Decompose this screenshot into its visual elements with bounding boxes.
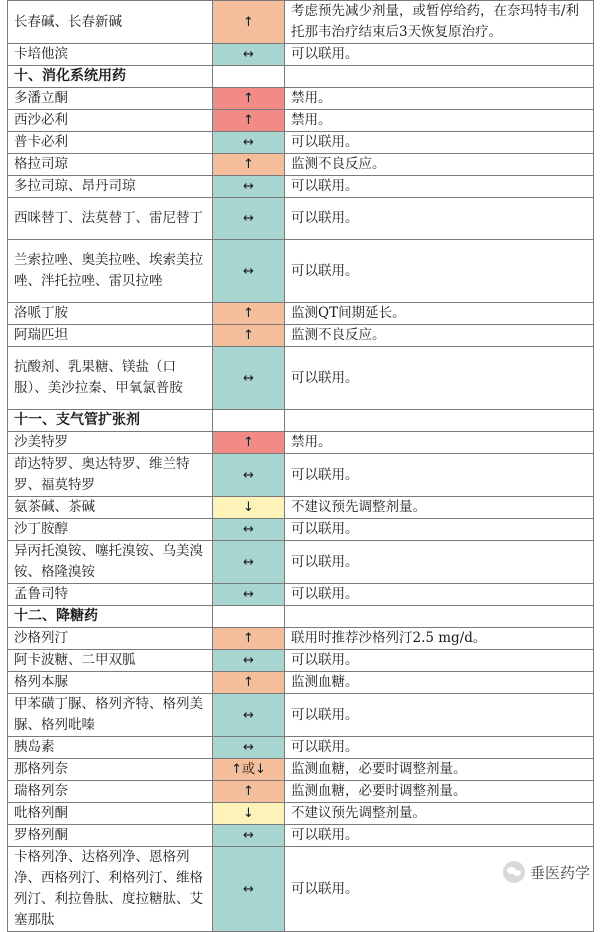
recommendation-cell: 禁用。 [285,88,594,110]
recommendation-cell: 监测不良反应。 [285,325,594,347]
recommendation-cell: 监测血糖，必要时调整剂量。 [285,759,594,781]
table-row [8,176,594,198]
table-row [8,303,594,325]
recommendation-cell: 可以联用。 [285,347,594,410]
recommendation-cell: 监测血糖。 [285,672,594,694]
table-row [8,803,594,825]
recommendation-cell: 可以联用。 [285,454,594,497]
table-row [8,672,594,694]
table-row [8,694,594,737]
recommendation-cell: 可以联用。 [285,847,594,932]
interaction-arrow-icon: ↑ [213,781,285,803]
interaction-arrow-icon: ↔ [213,198,285,240]
watermark-text: 垂医药学 [529,863,590,882]
table-row [8,240,594,303]
wechat-icon [503,861,525,883]
drug-name-cell: 兰索拉唑、奥美拉唑、埃索美拉唑、泮托拉唑、雷贝拉唑 [8,240,213,303]
recommendation-cell: 可以联用。 [285,176,594,198]
drug-name-cell: 吡格列酮 [8,803,213,825]
recommendation-cell: 可以联用。 [285,132,594,154]
interaction-arrow-icon: ↔ [213,132,285,154]
drug-name-cell: 卡培他滨 [8,44,213,66]
section-title: 十二、降糖药 [8,606,213,628]
interaction-arrow-icon: ↑ [213,1,285,44]
table-row [8,847,594,932]
interaction-arrow-icon: ↔ [213,825,285,847]
section-empty-cell [285,66,594,88]
table-row [8,541,594,584]
recommendation-cell: 联用时推荐沙格列汀2.5 mg/d。 [285,628,594,650]
drug-name-cell: 茚达特罗、奥达特罗、维兰特罗、福莫特罗 [8,454,213,497]
interaction-arrow-icon: ↔ [213,176,285,198]
table-row [8,628,594,650]
table-row [8,132,594,154]
drug-name-cell: 格列本脲 [8,672,213,694]
drug-name-cell: 普卡必利 [8,132,213,154]
interaction-arrow-icon: ↔ [213,44,285,66]
drug-name-cell: 甲苯磺丁脲、格列齐特、格列美脲、格列吡嗪 [8,694,213,737]
recommendation-cell: 监测不良反应。 [285,154,594,176]
drug-name-cell: 沙格列汀 [8,628,213,650]
table-row [8,347,594,410]
recommendation-cell: 可以联用。 [285,44,594,66]
drug-name-cell: 西沙必利 [8,110,213,132]
drug-name-cell: 阿卡波糖、二甲双胍 [8,650,213,672]
table-row [8,584,594,606]
interaction-arrow-icon: ↔ [213,541,285,584]
interaction-arrow-icon: ↑ [213,110,285,132]
recommendation-cell: 可以联用。 [285,650,594,672]
drug-name-cell: 格拉司琼 [8,154,213,176]
interaction-arrow-icon: ↓ [213,497,285,519]
recommendation-cell: 不建议预先调整剂量。 [285,497,594,519]
table-row [8,198,594,240]
drug-name-cell: 阿瑞匹坦 [8,325,213,347]
interaction-arrow-icon: ↔ [213,737,285,759]
section-empty-cell [213,66,285,88]
interaction-arrow-icon: ↑ [213,88,285,110]
interaction-arrow-icon: ↔ [213,694,285,737]
section-empty-cell [213,410,285,432]
recommendation-cell: 可以联用。 [285,737,594,759]
recommendation-cell: 可以联用。 [285,584,594,606]
drug-name-cell: 多潘立酮 [8,88,213,110]
interaction-arrow-icon: ↑或↓ [213,759,285,781]
drug-name-cell: 氨茶碱、茶碱 [8,497,213,519]
recommendation-cell: 监测血糖，必要时调整剂量。 [285,781,594,803]
table-row [8,432,594,454]
table-row [8,781,594,803]
drug-name-cell: 西咪替丁、法莫替丁、雷尼替丁 [8,198,213,240]
drug-name-cell: 罗格列酮 [8,825,213,847]
section-header-row [8,66,594,88]
recommendation-cell: 可以联用。 [285,825,594,847]
section-empty-cell [285,410,594,432]
recommendation-cell: 禁用。 [285,432,594,454]
interaction-arrow-icon: ↑ [213,628,285,650]
interaction-arrow-icon: ↔ [213,519,285,541]
recommendation-cell: 可以联用。 [285,694,594,737]
recommendation-cell: 监测QT间期延长。 [285,303,594,325]
drug-name-cell: 洛哌丁胺 [8,303,213,325]
interaction-arrow-icon: ↔ [213,584,285,606]
table-row [8,519,594,541]
drug-name-cell: 沙美特罗 [8,432,213,454]
drug-name-cell: 长春碱、长春新碱 [8,1,213,44]
interaction-arrow-icon: ↑ [213,325,285,347]
drug-name-cell: 异丙托溴铵、噻托溴铵、乌美溴铵、格隆溴铵 [8,541,213,584]
recommendation-cell: 可以联用。 [285,541,594,584]
drug-interaction-table [7,0,594,932]
section-title: 十一、支气管扩张剂 [8,410,213,432]
interaction-arrow-icon: ↑ [213,672,285,694]
interaction-arrow-icon: ↑ [213,154,285,176]
interaction-arrow-icon: ↓ [213,803,285,825]
recommendation-cell: 不建议预先调整剂量。 [285,803,594,825]
watermark [503,861,590,883]
table-row [8,110,594,132]
table-row [8,154,594,176]
interaction-arrow-icon: ↑ [213,432,285,454]
table-row [8,325,594,347]
section-empty-cell [213,606,285,628]
drug-name-cell: 孟鲁司特 [8,584,213,606]
table-row [8,825,594,847]
table-row [8,1,594,44]
table-row [8,454,594,497]
table-row [8,650,594,672]
section-header-row [8,410,594,432]
table-row [8,44,594,66]
recommendation-cell: 可以联用。 [285,240,594,303]
table-row [8,88,594,110]
section-title: 十、消化系统用药 [8,66,213,88]
table-row [8,497,594,519]
interaction-arrow-icon: ↔ [213,347,285,410]
interaction-arrow-icon: ↔ [213,240,285,303]
drug-name-cell: 卡格列净、达格列净、恩格列净、西格列汀、利格列汀、维格列汀、利拉鲁肽、度拉糖肽、艾塞那肽 [8,847,213,932]
interaction-arrow-icon: ↑ [213,303,285,325]
recommendation-cell: 禁用。 [285,110,594,132]
table-row [8,759,594,781]
recommendation-cell: 可以联用。 [285,519,594,541]
interaction-arrow-icon: ↔ [213,650,285,672]
drug-name-cell: 胰岛素 [8,737,213,759]
recommendation-cell: 考虑预先减少剂量，或暂停给药，在奈玛特韦/利托那韦治疗结束后3天恢复原治疗。 [285,1,594,44]
section-empty-cell [285,606,594,628]
interaction-arrow-icon: ↔ [213,847,285,932]
drug-name-cell: 瑞格列奈 [8,781,213,803]
table-row [8,737,594,759]
recommendation-cell: 可以联用。 [285,198,594,240]
section-header-row [8,606,594,628]
drug-name-cell: 多拉司琼、昂丹司琼 [8,176,213,198]
drug-name-cell: 抗酸剂、乳果糖、镁盐（口服）、美沙拉秦、甲氧氯普胺 [8,347,213,410]
interaction-arrow-icon: ↔ [213,454,285,497]
drug-name-cell: 那格列奈 [8,759,213,781]
drug-name-cell: 沙丁胺醇 [8,519,213,541]
